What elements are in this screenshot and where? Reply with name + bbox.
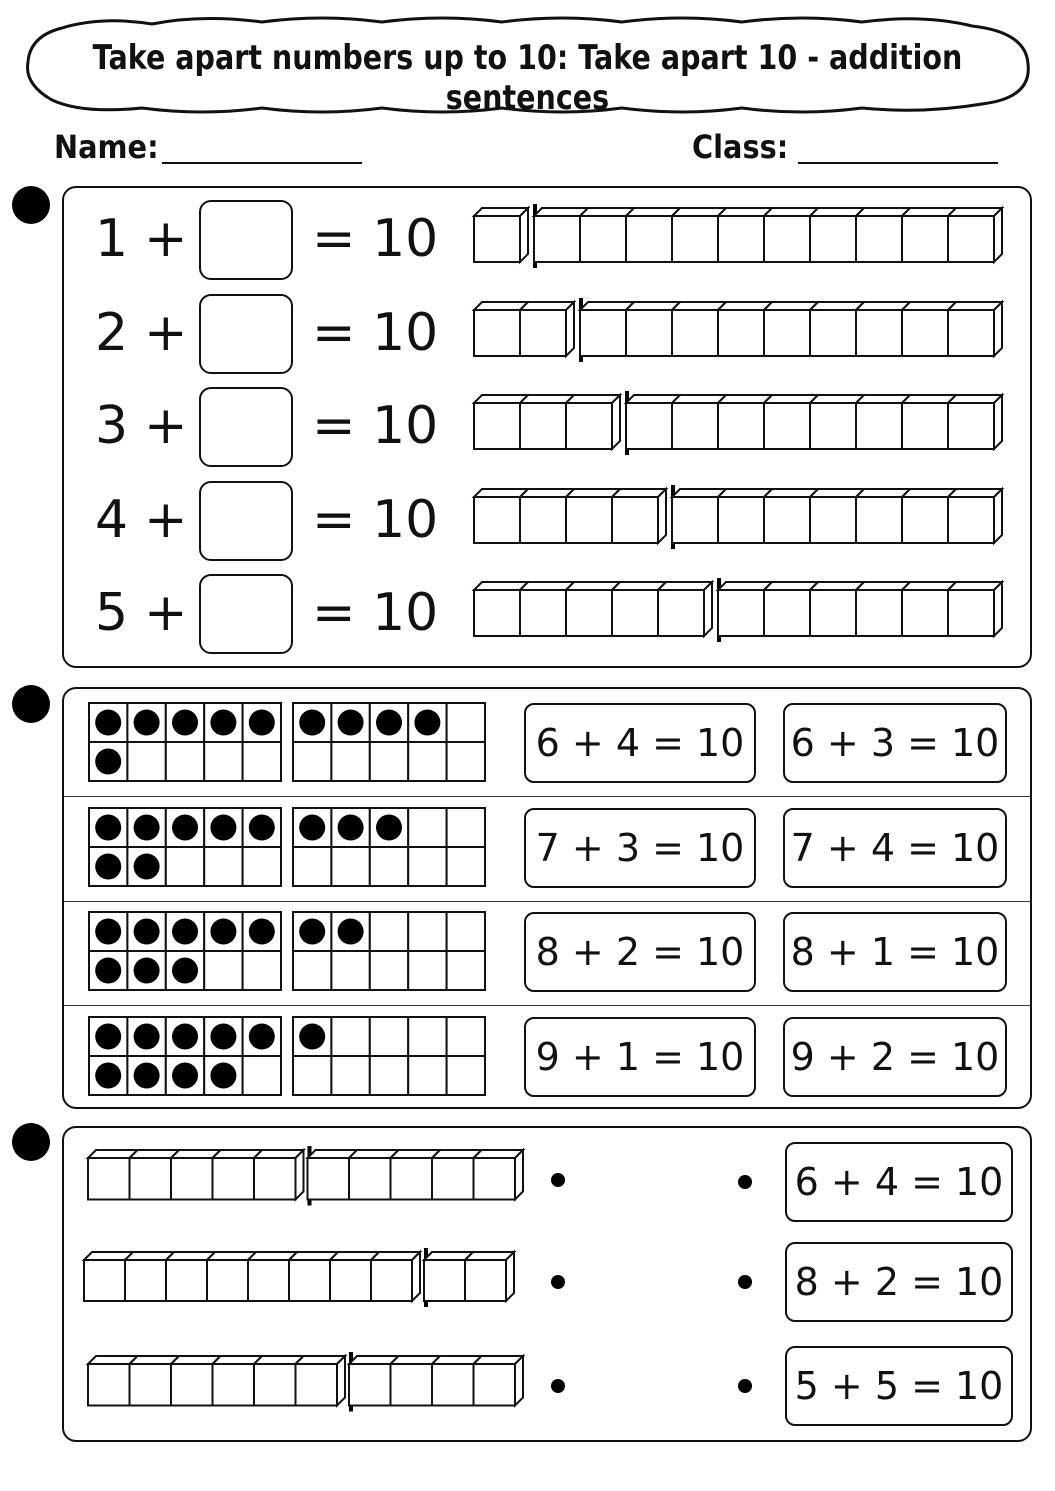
counter-dot [134,1023,160,1049]
match-dot-right[interactable] [738,1379,752,1393]
counter-dot [299,814,325,840]
counter-dot [299,710,325,736]
counter-dot [95,1062,121,1088]
counter-dot [249,710,275,736]
counter-dot [172,710,198,736]
addend: 4 [95,489,129,550]
answer-box[interactable] [199,574,293,654]
plus-sign: + [144,302,188,363]
counter-dot [338,919,364,945]
section-2-bullet [12,685,50,723]
equals-ten: = 10 [312,489,439,550]
cube-row [472,202,1006,272]
counter-dot [210,710,236,736]
counter-dot [95,853,121,879]
section-1-bullet [12,186,50,224]
equation-option-a[interactable]: 8 + 2 = 10 [524,912,756,992]
cube-row-match [82,1246,518,1311]
equation-option-b[interactable]: 7 + 4 = 10 [783,808,1007,888]
equation-option-b[interactable]: 6 + 3 = 10 [783,703,1007,783]
match-dot-right[interactable] [738,1275,752,1289]
counter-dot [95,814,121,840]
counter-dot [95,919,121,945]
match-equation[interactable]: 6 + 4 = 10 [785,1142,1013,1222]
counter-dot [134,853,160,879]
class-line[interactable] [798,162,998,164]
answer-box[interactable] [199,387,293,467]
cube-row [472,483,1006,553]
counter-dot [95,710,121,736]
equals-ten: = 10 [312,396,439,456]
answer-box[interactable] [199,481,293,561]
section-3-bullet [12,1123,50,1161]
counter-dot [210,919,236,945]
ten-frame-right [292,911,488,993]
cube-row [472,296,1006,366]
ten-frame-right [292,702,488,784]
equation-option-b[interactable]: 8 + 1 = 10 [783,912,1007,992]
counter-dot [210,1062,236,1088]
cube-row [472,389,1006,459]
equals-ten: = 10 [312,302,439,363]
addend: 2 [95,302,129,363]
equals-ten: = 10 [312,209,439,269]
match-equation[interactable]: 5 + 5 = 10 [785,1346,1013,1426]
plus-sign: + [144,489,188,550]
page-title: Take apart numbers up to 10: Take apart 10 - addition sentences [92,38,963,118]
counter-dot [172,958,198,984]
counter-dot [249,919,275,945]
match-dot-left[interactable] [551,1379,565,1393]
ten-frame-left [88,1016,284,1098]
counter-dot [95,1023,121,1049]
ten-frame-right [292,807,488,889]
row-divider [64,1005,1030,1006]
counter-dot [249,1023,275,1049]
counter-dot [134,958,160,984]
counter-dot [376,814,402,840]
addend: 3 [95,396,129,456]
addend: 5 [95,583,129,643]
answer-box[interactable] [199,200,293,280]
answer-box[interactable] [199,294,293,374]
ten-frame-right [292,1016,488,1098]
equation-option-a[interactable]: 6 + 4 = 10 [524,703,756,783]
plus-sign: + [144,583,188,643]
counter-dot [338,814,364,840]
counter-dot [210,814,236,840]
counter-dot [172,814,198,840]
counter-dot [172,919,198,945]
plus-sign: + [144,396,188,456]
counter-dot [95,958,121,984]
addend: 1 [95,209,129,269]
counter-dot [299,919,325,945]
cube-row-match [86,1144,527,1210]
counter-dot [134,919,160,945]
counter-dot [134,1062,160,1088]
equation-option-b[interactable]: 9 + 2 = 10 [783,1017,1007,1097]
match-dot-left[interactable] [551,1173,565,1187]
match-equation[interactable]: 8 + 2 = 10 [785,1242,1013,1322]
ten-frame-left [88,911,284,993]
cube-row-match [86,1350,527,1416]
counter-dot [172,1062,198,1088]
counter-dot [376,710,402,736]
name-line[interactable] [162,162,362,164]
name-label: Name: [54,128,159,166]
counter-dot [134,710,160,736]
equation-option-a[interactable]: 9 + 1 = 10 [524,1017,756,1097]
plus-sign: + [144,209,188,269]
match-dot-right[interactable] [738,1175,752,1189]
equals-ten: = 10 [312,583,439,643]
row-divider [64,901,1030,902]
counter-dot [134,814,160,840]
counter-dot [338,710,364,736]
row-divider [64,796,1030,797]
cube-row [472,576,1006,646]
ten-frame-left [88,702,284,784]
equation-option-a[interactable]: 7 + 3 = 10 [524,808,756,888]
counter-dot [210,1023,236,1049]
counter-dot [172,1023,198,1049]
counter-dot [95,749,121,775]
class-label: Class: [692,128,789,166]
counter-dot [299,1023,325,1049]
counter-dot [249,814,275,840]
match-dot-left[interactable] [551,1275,565,1289]
ten-frame-left [88,807,284,889]
counter-dot [414,710,440,736]
